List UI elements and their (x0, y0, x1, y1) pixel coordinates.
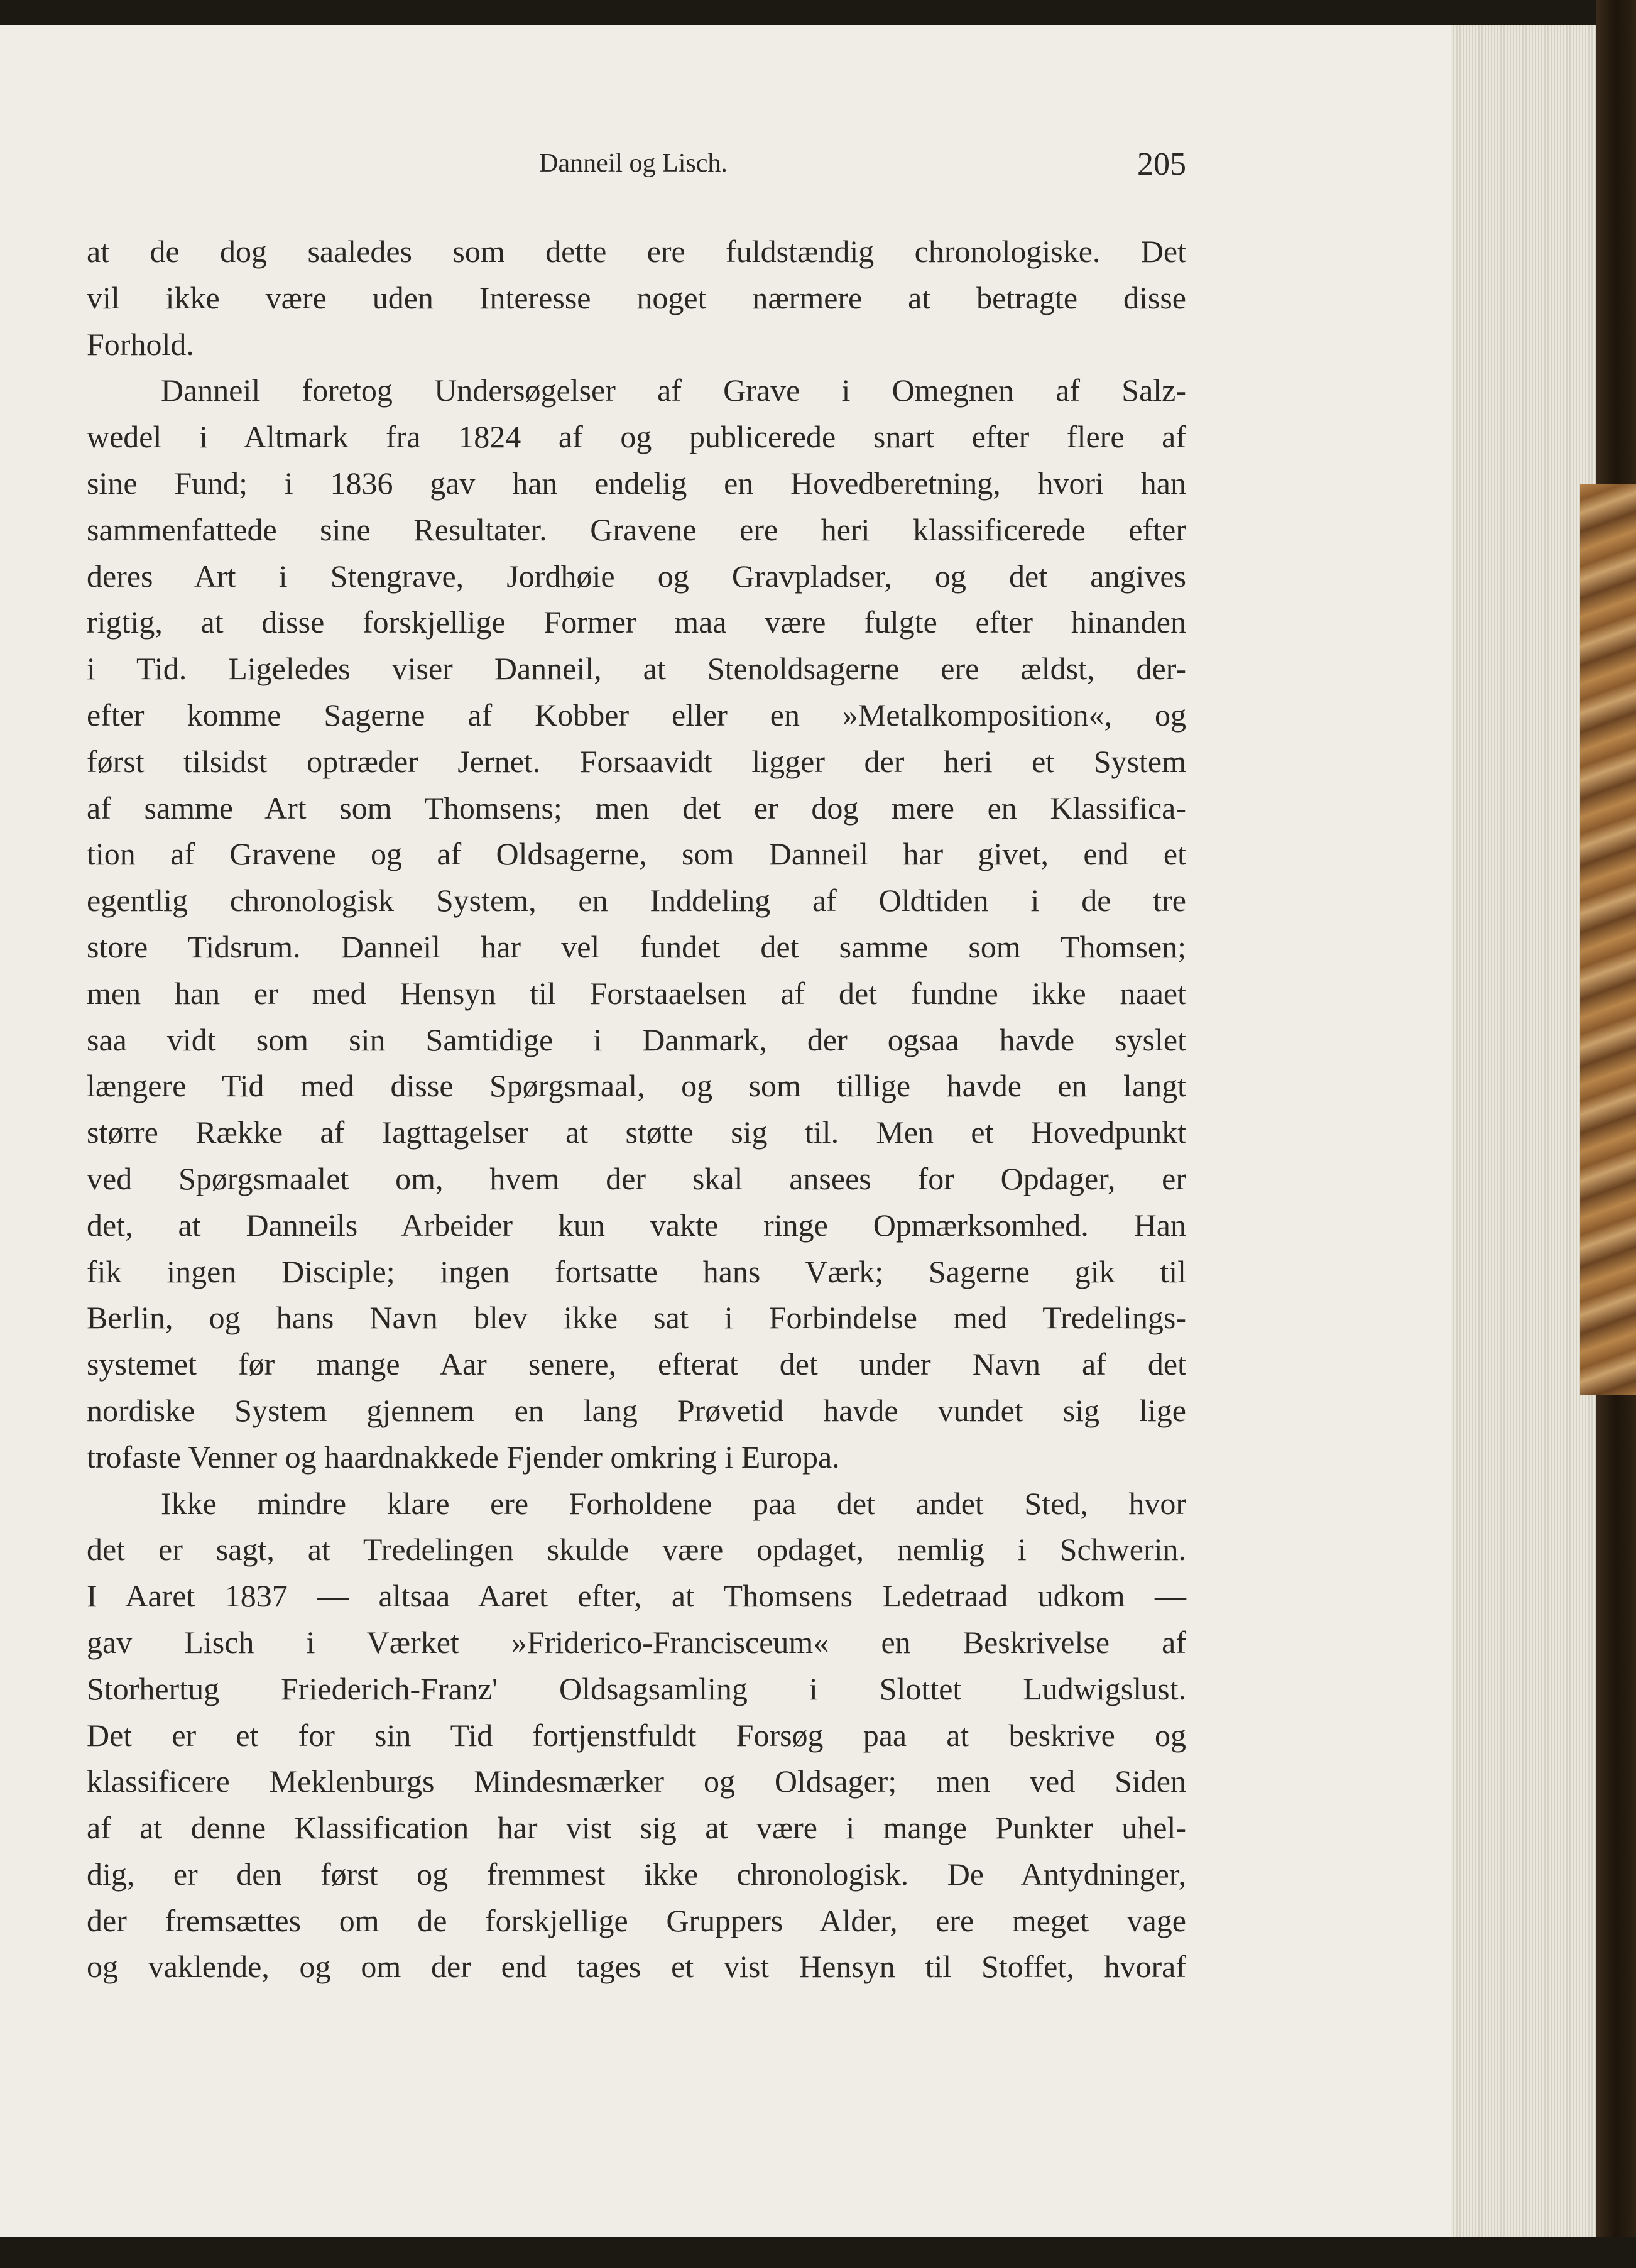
text-line: Storhertug Friederich-Franz' Oldsagsamling i Slottet Ludwigslust. (87, 1671, 1186, 1706)
text-line: nordiske System gjennem en lang Prøvetid havde vundet sig lige (87, 1392, 1186, 1428)
text-line: ved Spørgsmaalet om, hvem der skal ansees for Opdager, er (87, 1160, 1186, 1196)
text-line: af at denne Klassification har vist sig at være i mange Punkter uhel- (87, 1810, 1186, 1846)
text-line: store Tidsrum. Danneil har vel fundet det samme som Thomsen; (87, 929, 1186, 964)
text-line: klassificere Meklenburgs Mindesmærker og Oldsager; men ved Siden (87, 1764, 1186, 1799)
scan-top-border (0, 0, 1596, 25)
text-line: og vaklende, og om der end tages et vist Hensyn til Stoffet, hvoraf (87, 1949, 1186, 1985)
page-fore-edge (1451, 25, 1596, 2237)
text-line: trofaste Venner og haardnakkede Fjender omkring i Europa. (87, 1439, 840, 1475)
text-line: Berlin, og hans Navn blev ikke sat i Forbindelse med Tredelings- (87, 1300, 1186, 1336)
text-line: vil ikke være uden Interesse noget nærmere at betragte disse (87, 280, 1186, 315)
marbled-endpaper (1580, 484, 1636, 1395)
text-line: deres Art i Stengrave, Jordhøie og Gravpladser, og det angives (87, 558, 1186, 594)
text-line: Ikke mindre klare ere Forholdene paa det andet Sted, hvor (161, 1485, 1186, 1521)
text-line: gav Lisch i Værket »Friderico-Francisceum« en Beskrivelse af (87, 1624, 1186, 1660)
text-line: det er sagt, at Tredelingen skulde være opdaget, nemlig i Schwerin. (87, 1532, 1186, 1567)
text-line: i Tid. Ligeledes viser Danneil, at Stenoldsagerne ere ældst, der- (87, 651, 1186, 687)
text-line: dig, er den først og fremmest ikke chronologisk. De Antydninger, (87, 1856, 1186, 1892)
text-line: det, at Danneils Arbeider kun vakte ringe Opmærksomhed. Han (87, 1207, 1186, 1243)
text-line: wedel i Altmark fra 1824 af og publicerede snart efter flere af (87, 419, 1186, 455)
text-line: rigtig, at disse forskjellige Former maa være fulgte efter hinanden (87, 604, 1186, 640)
text-line: at de dog saaledes som dette ere fuldstændig chronologiske. Det (87, 234, 1186, 269)
page-number: 205 (1137, 146, 1186, 182)
text-line: systemet før mange Aar senere, efterat det under Navn af det (87, 1346, 1186, 1382)
running-head: Danneil og Lisch. (539, 149, 728, 178)
text-line: sammenfattede sine Resultater. Gravene ere heri klassificerede efter (87, 511, 1186, 547)
text-line: først tilsidst optræder Jernet. Forsaavidt ligger der heri et System (87, 743, 1186, 779)
text-line: der fremsættes om de forskjellige Gruppers Alder, ere meget vage (87, 1902, 1186, 1938)
text-line: saa vidt som sin Samtidige i Danmark, der ogsaa havde syslet (87, 1022, 1186, 1057)
text-line: længere Tid med disse Spørgsmaal, og som tillige havde en langt (87, 1068, 1186, 1104)
text-line: Danneil foretog Undersøgelser af Grave i Omegnen af Salz- (161, 373, 1186, 408)
text-line: efter komme Sagerne af Kobber eller en »Metalkomposition«, og (87, 697, 1186, 733)
text-line: større Række af Iagttagelser at støtte sig til. Men et Hovedpunkt (87, 1115, 1186, 1150)
body-text (87, 229, 1186, 1990)
text-line: tion af Gravene og af Oldsagerne, som Danneil har givet, end et (87, 836, 1186, 872)
text-line: I Aaret 1837 — altsaa Aaret efter, at Thomsens Ledetraad udkom — (87, 1578, 1186, 1614)
text-line: Det er et for sin Tid fortjenstfuldt Forsøg paa at beskrive og (87, 1717, 1186, 1753)
text-line: Forhold. (87, 326, 194, 362)
text-line: sine Fund; i 1836 gav han endelig en Hovedberetning, hvori han (87, 465, 1186, 501)
scan-bottom-border (0, 2237, 1636, 2268)
text-line: af samme Art som Thomsens; men det er dog mere en Klassifica- (87, 790, 1186, 826)
text-line: men han er med Hensyn til Forstaaelsen af det fundne ikke naaet (87, 975, 1186, 1011)
text-line: egentlig chronologisk System, en Inddeling af Oldtiden i de tre (87, 883, 1186, 919)
text-line: fik ingen Disciple; ingen fortsatte hans Værk; Sagerne gik til (87, 1253, 1186, 1289)
